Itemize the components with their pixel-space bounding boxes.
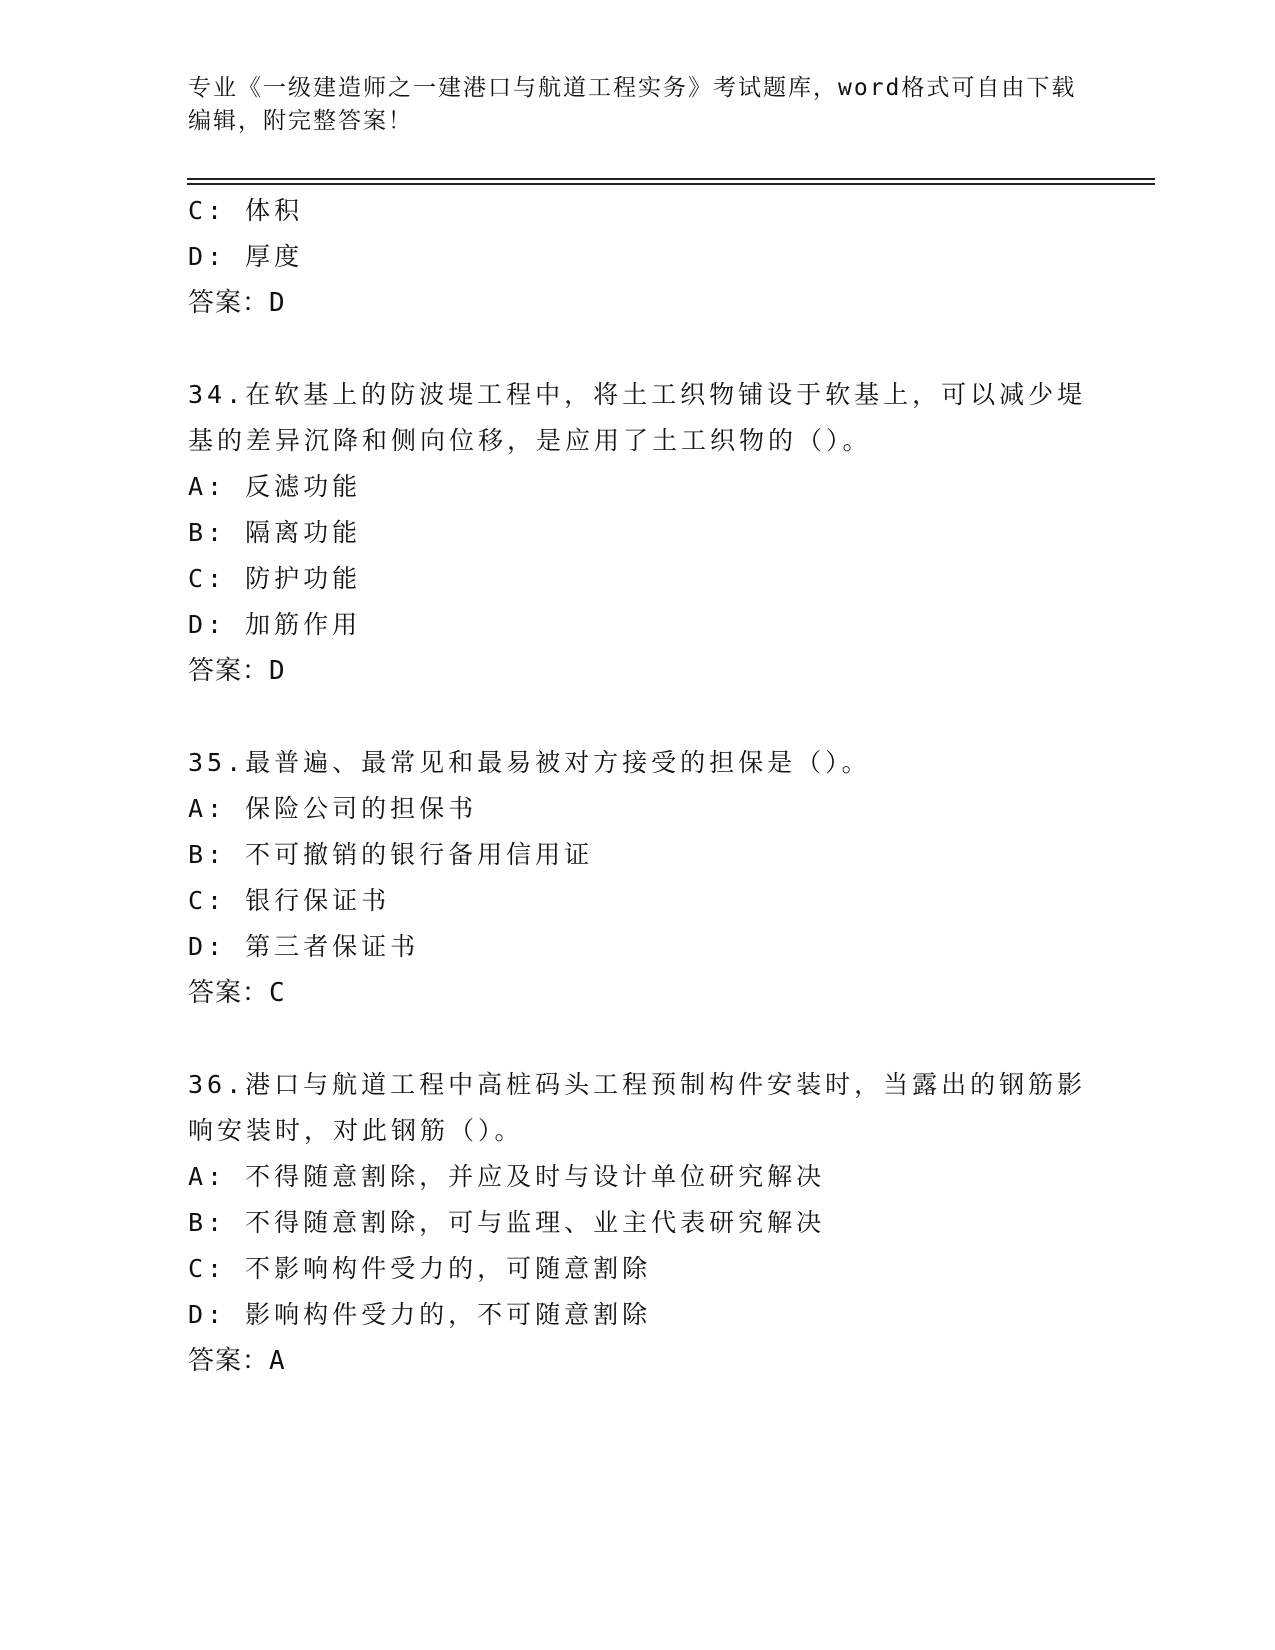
question-35 <box>188 740 1088 1016</box>
answer-line: 答案：D <box>188 288 286 318</box>
option-b: B: 隔离功能 <box>188 518 362 547</box>
answer-line: 答案：D <box>188 656 286 686</box>
option-b: B: 不得随意割除，可与监理、业主代表研究解决 <box>188 1208 826 1237</box>
option-c: C: 防护功能 <box>188 564 362 593</box>
answer-line: 答案：A <box>188 1346 286 1376</box>
spacer <box>188 694 1088 740</box>
question-stem-line-1: 35.最普遍、最常见和最易被对方接受的担保是（）。 <box>188 748 871 777</box>
option-d: D: 第三者保证书 <box>188 932 420 961</box>
header-divider-bottom <box>187 183 1155 185</box>
option-b: B: 不可撤销的银行备用信用证 <box>188 840 594 869</box>
question-stem-line-1: 34.在软基上的防波堤工程中，将土工织物铺设于软基上，可以减少堤 <box>188 380 1087 409</box>
option-c: C: 银行保证书 <box>188 886 391 915</box>
answer-line: 答案：C <box>188 978 286 1008</box>
question-stem-line-1: 36.港口与航道工程中高桩码头工程预制构件安装时，当露出的钢筋影 <box>188 1070 1087 1099</box>
question-list <box>188 188 1088 1384</box>
option-a: A: 不得随意割除，并应及时与设计单位研究解决 <box>188 1162 826 1191</box>
question-stem-line-2: 基的差异沉降和侧向位移，是应用了土工织物的（）。 <box>188 426 872 455</box>
question-34 <box>188 372 1088 694</box>
option-a: A: 反滤功能 <box>188 472 362 501</box>
option-c: C: 不影响构件受力的，可随意割除 <box>188 1254 652 1283</box>
spacer <box>188 1016 1088 1062</box>
header-divider-top <box>187 178 1155 180</box>
option-a: A: 保险公司的担保书 <box>188 794 478 823</box>
option-d: D: 加筋作用 <box>188 610 362 639</box>
question-36 <box>188 1062 1088 1384</box>
option-c: C: 体积 <box>188 196 304 225</box>
document-header <box>188 72 1088 138</box>
previous-question-tail <box>188 188 1088 326</box>
header-line-1: 专业《一级建造师之一建港口与航道工程实务》考试题库，word格式可自由下载 <box>188 75 1077 101</box>
option-d: D: 厚度 <box>188 242 304 271</box>
header-line-2: 编辑，附完整答案！ <box>188 108 413 134</box>
spacer <box>188 326 1088 372</box>
option-d: D: 影响构件受力的，不可随意割除 <box>188 1300 652 1329</box>
question-stem-line-2: 响安装时，对此钢筋（）。 <box>188 1116 524 1145</box>
